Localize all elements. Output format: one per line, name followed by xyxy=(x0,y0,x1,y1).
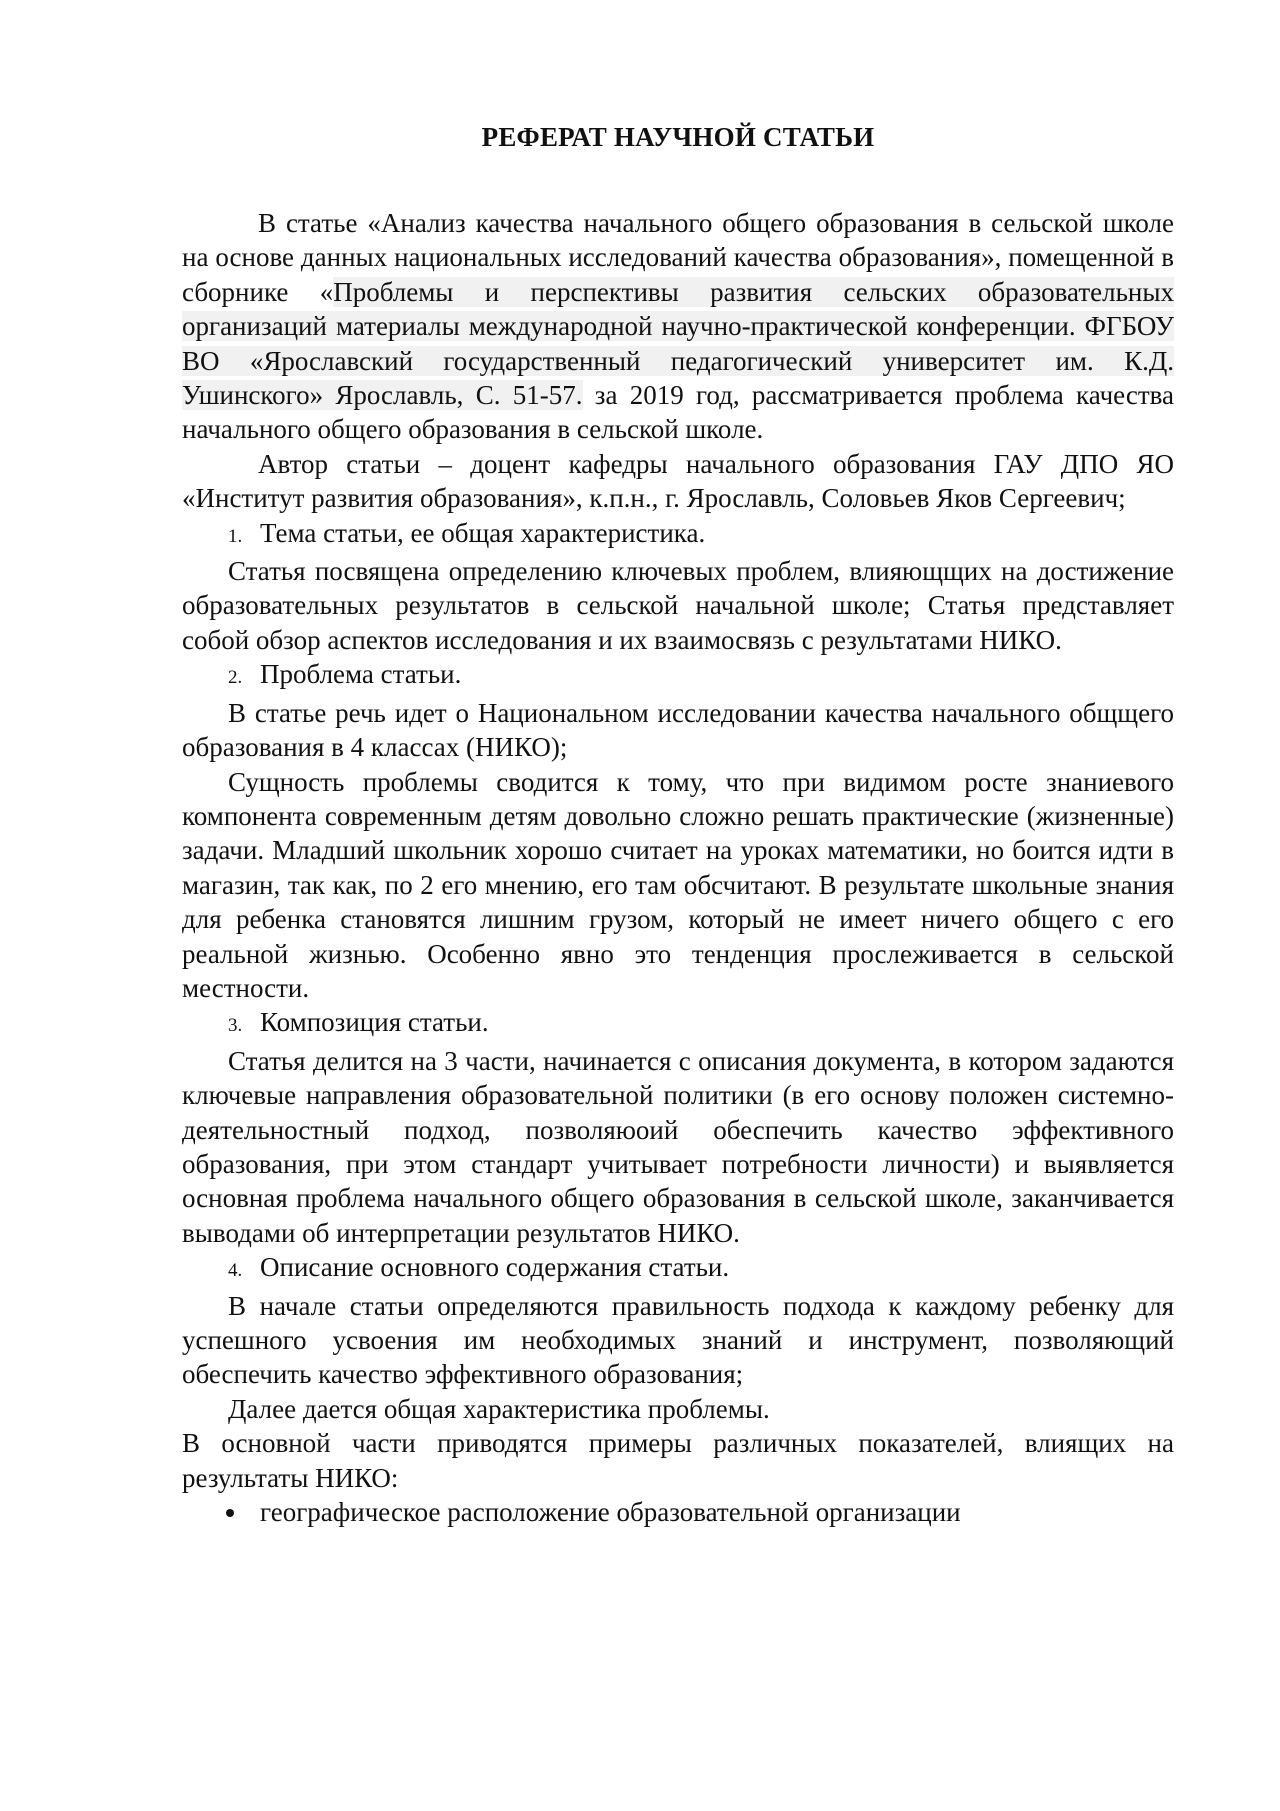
document-title: РЕФЕРАТ НАУЧНОЙ СТАТЬИ xyxy=(481,122,875,152)
section-4-text-1: В начале статьи определяются правильность подхода к каждому ребенку для успешного усвоения им необходимых знаний и инструмент, позволяющий обеспечить качество эффективного образования; xyxy=(182,1290,1174,1390)
list-item xyxy=(182,1495,1174,1529)
section-1-heading-text: Тема статьи, ее общая характеристика. xyxy=(260,517,706,548)
section-2-text-1: В статье речь идет о Национальном исследовании качества начального общщего образования в 4 классах (НИКО); xyxy=(182,697,1174,763)
intro-paragraph xyxy=(182,206,1174,447)
intro-text-start: В статье «Анализ качества начального общего образования в сельской школе на основе данных национальных исследований качества образования», помещенной в сборнике « xyxy=(182,208,1174,307)
intro-source-highlight: Проблемы и перспективы развития сельских образовательных организаций материалы международной научно-практической конференции. ФГБОУ ВО «Ярославский государственный педагогический университет им. К.Д. Ушинского» Ярославль, С. 51-57. xyxy=(182,276,1174,411)
section-3-heading xyxy=(182,1005,1174,1043)
section-4-heading xyxy=(182,1250,1174,1288)
section-2-text-2: Сущность проблемы сводится к тому, что при видимом росте знаниевого компонента современным детям довольно сложно решать практические (жизненные) задачи. Младший школьник хорошо считает на уроках математики, но боится идти в магазин, так как, по 2 его мнению, его там обсчитают. В результате школьные знания для ребенка становятся лишним грузом, который не имеет ничего общего с его реальной жизнью. Особенно явно это тенденция прослеживается в сельской местности. xyxy=(182,766,1174,1003)
section-3-text: Статья делится на 3 части, начинается с описания документа, в котором задаются ключевые направления образовательной политики (в его основу положен системно-деятельностный подход, позволяюоий обеспечить качество эффективного образования, при этом стандарт учитывает потребности личности) и выявляется основная проблема начального общего образования в сельской школе, заканчивается выводами об интерпретации результатов НИКО. xyxy=(182,1045,1174,1248)
section-1-heading xyxy=(182,516,1174,554)
intro-text-end: за 2019 год, рассматривается проблема качества начального общего образования в сельской школе. xyxy=(182,380,1174,445)
section-1-text: Статья посвящена определению ключевых проблем, влияющщих на достижение образовательных результатов в сельской начальной школе; Статья представляет собой обзор аспектов исследования и их взаимосвязь с результатами НИКО. xyxy=(182,556,1174,655)
section-4-number: 4. xyxy=(228,1260,243,1282)
section-4-heading-text: Описание основного содержания статьи. xyxy=(260,1252,730,1283)
section-1-number: 1. xyxy=(228,525,243,547)
section-3-heading-text: Композиция статьи. xyxy=(260,1007,489,1038)
bullet-icon xyxy=(226,1509,234,1517)
document-page xyxy=(182,120,1174,1529)
section-4-text-2: Далее дается общая характеристика проблемы. xyxy=(228,1393,770,1424)
section-2-heading-text: Проблема статьи. xyxy=(260,659,462,690)
author-paragraph: Автор статьи – доцент кафедры начального образования ГАУ ДПО ЯО «Институт развития образования», к.п.н., г. Ярославль, Соловьев Яков Сергеевич; xyxy=(182,448,1174,514)
section-2-heading xyxy=(182,657,1174,695)
section-4-text-3: В основной части приводятся примеры различных показателей, влиящих на результаты НИКО: xyxy=(182,1428,1174,1493)
section-2-number: 2. xyxy=(228,667,243,689)
list-item-text: географическое расположение образовательной организации xyxy=(260,1497,961,1528)
section-3-number: 3. xyxy=(228,1015,243,1037)
